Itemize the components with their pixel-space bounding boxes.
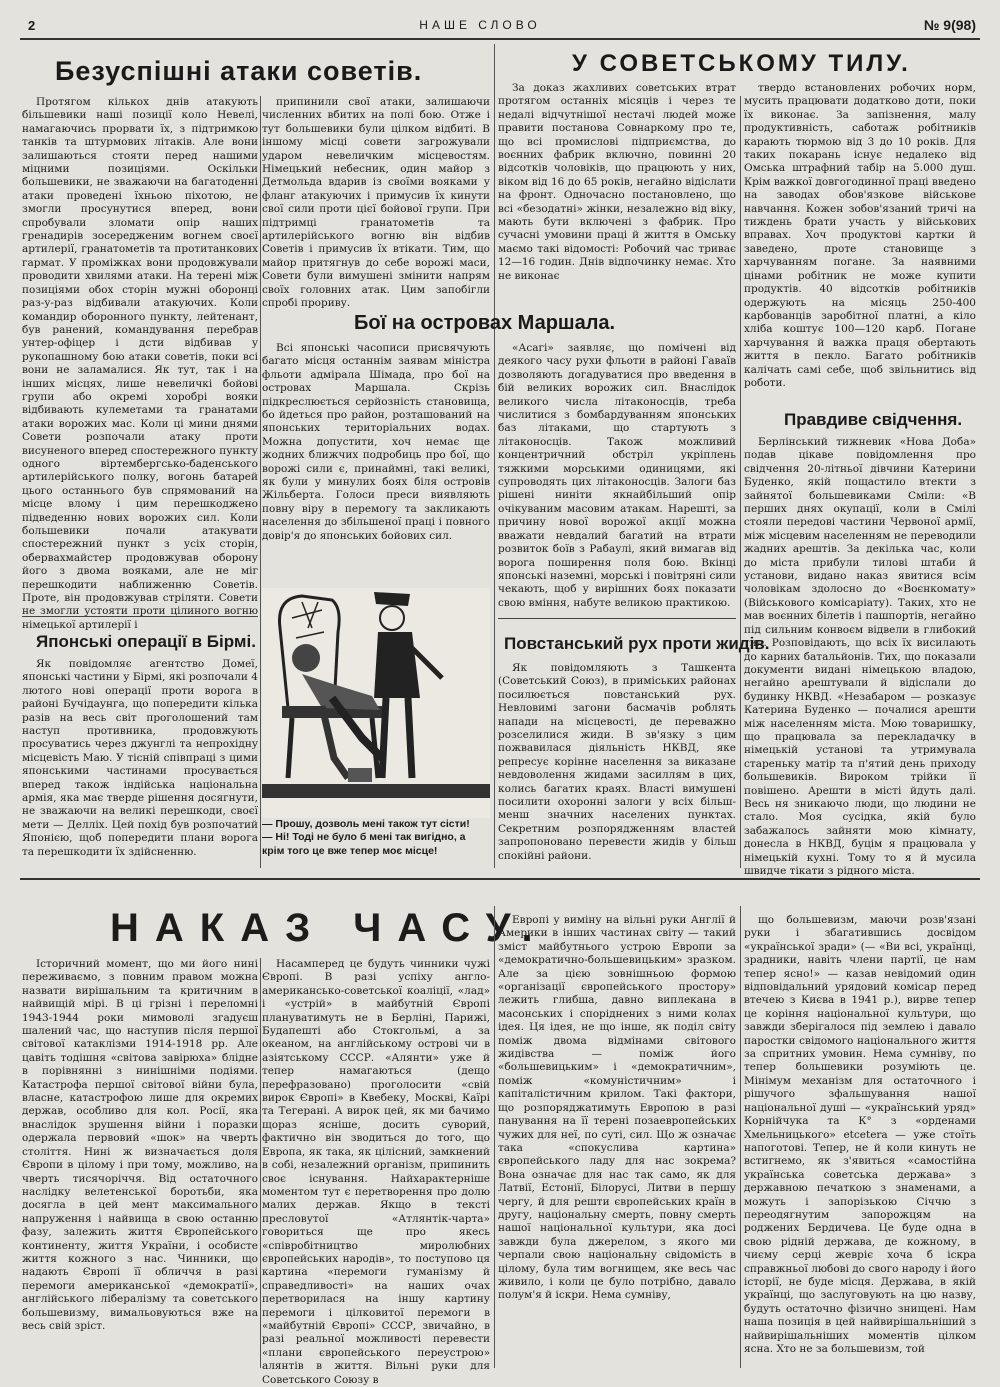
article-4-text: Як повідомляє агентство Домеї, японські частини у Бірмі, які розпочали 4 лютого нові операції проти ворога в районі Бучідаунга, що попередити кілька разів на весь світ проголошений там наступ противника, продовжують просуватись через джунглі та непрохідну місцевість Маю. У тісній співпраці з цими японськими частинами просувається вперед також індійська національна армія, яка має тверде рішення досягнути, не зважаючи на великі перешкоди, своєї мети — Делліх. Цей похід був розпочатий Японією, щоб попередити плани ворога та перешкодити їх здійсненню. bbox=[22, 658, 258, 858]
article-2-title: У СОВЕТСЬКОМУ ТИЛУ. bbox=[572, 50, 911, 77]
article-3-col2: «Асагі» заявляє, що помічені від деякого часу рухи фльоти в районі Гаваїв дозволяють догадуватися про введення в бій великих ворожих сил. Внаслідок великого числа літаконосців, треба числитися з бомбардуванням японських баз літаками, що стартують з літаконосців. Також можливий концентричний обстріл укріплень тяжкими морськими одиницями, які супроводять цих літаконосців. Залоги баз рішені ниніти якнайбільший опір очікуваним масовим атакам. Нарешті, за причину нової ворожої акції можна вважати невдалий багатий на втрати розвиток боїв з Рабаулі, який вимагав від ворога поширення поля бою. Вкінці японські наземні, морські і повітряні сили чекають, щоб у вирішних боях показати свою вміння, набуте великою практикою. bbox=[498, 342, 736, 609]
column-divider-3 bbox=[740, 96, 741, 868]
column-divider-5 bbox=[494, 906, 495, 1368]
section-rule bbox=[20, 878, 980, 880]
newspaper-title: НАШЕ СЛОВО bbox=[419, 18, 541, 32]
article-7-title: НАКАЗ ЧАСУ. bbox=[110, 906, 549, 950]
column-divider-1 bbox=[260, 96, 261, 868]
column-divider-4 bbox=[260, 958, 261, 1368]
article-5-text: Як повідомляють з Ташкента (Советський Союз), в приміських районах посилюється повстанський рух. Невловимі загони басмачів роблять напади на місцевості, де переважно розселилися жиди. В зв'язку з цим пожвавилася діяльність НКВД, яке репресує корінне населення за виказане невдоволення жидами засиллям в цих, колись багатих краях. Власті вимушені посилити охоронні залоги у всіх більш-менш значних населених пунктах. Секретним розпорядженням властей запропоновано перевести жидів у більш спокійні райони. bbox=[498, 662, 736, 862]
cartoon-floor bbox=[262, 784, 490, 798]
article-7-col4: що большевизм, маючи розв'язані руки і збагатившись досвідом «української зради» (— «Ви всі, українці, зрадники, навіть члени партії, це нам тепер ясно!» — казав невідомий один відповідальний урядовий комісар перед втечею з Києва в 1941 р.), вирве тепер це коріння національної культури, що завжди зберігалося під землею і давало паростки свідомого національного життя за спритних умовин. Нема сумніву, по тепер большевики розуміють це. Мінімум механізм для остаточного і рішучого зфальшування нашої національної душі — «український уряд» Корнійчука та К° з «орденами Хмельницького» etcetera — уже стоїть напоготові. Тепер, не й коли кинуть не встигнемо, як з'явиться «самостійна українська советська держава» з державною печаткою з знаменами, а можуть і запорізькою Січчю з переодягнутим запорожцям на роджених Бердичева. Це буде одна в свою рідній держава, де кожному, в чиєму серці жевріє хоча б іскра справжньої любові до свого народу і його історії, не буде місця. Держава, в якій українці, що заслуговують на цю назву, будуть остаточно фізично знищені. Нам наша позиція в цей найвирішальніший з найвирішальніших моментів цілком ясна. Хто не за большевизм, той bbox=[744, 914, 976, 1355]
article-6-text: Берлінський тижневик «Нова Доба» подав цікаве повідомлення про свідчення 20-літньої дівчини Катерини Буденко, якій пощастило втекти з зайнятої большевиками Сміли: «В перших днях окупації, коли в Смілі стояли передові частини Червоної армії, між місцевим населенням не переводили жадних арештів. За декілька час, коли до міста прибули тилові штаби й установи, видано наказ явитися всім чоловікам здолосно до «Воєнкомату» (Військового комісаріату). Таких, хто не мав воєнних білетів і пашпортів, негайно під сильним конвоєм відвели в глибокий тил. Розповідають, що всіх їх висилають до карних батальйонів. Тих, що показали документи видані німецькою владою, негайно арештували й відіслали до будинку НКВД. «Незабаром — розказує Катерина Буденко — почалися арешти між населенням міста. Мою товаришку, що працювала за перекладачку в німецькій установі та утримувала стареньку матір та п'ятий день приходу большевиків. Вироком трійки її повішено. Арешти в місті йдуть далі. Весь ня зникаючо люди, що людини не стало. Моя сусідка, якій було забажалось зайняти мою кімнату, донесла в НКВД, буцім я працювала у німецькій кухні. Тому то я й мусила швидче тікати з рідного міста. bbox=[744, 436, 976, 877]
article-7-col2: Насамперед це будуть чинники чужі Європі. В разі успіху англо-американсько-советської коаліції, «лад» і «устрій» в майбутній Європі плануватимуть не в Берліні, Парижі, Будапешті або Стокгольмі, а за океаном, на англійському острові чи в азіятському СССР. «Алянти» уже й тепер намагаються (дещо перефразовано) проголосити «свій вирок Європі» в Квебеку, Москві, Каїрі та Тегерані. А вирок цей, як ми бачимо щораз ясніше, досить суворий, фактично він зводиться до того, що Европа, як така, як цілісний, замкнений в собі, незалежний організм, припинить своє існування. Найхарактерніше моментом тут є перетворення про долю малих держав. Якщо в тексті пресловутої «Атлянтік-чарта» говориться ще про якесь «співробітництво миролюбних європейських народів», то поступово ця картина «перемоги гуманізму й справедливості» на наших очах перетворилася на іншу картину перемоги і цілковитої перемоги в «майбутній Європі» СССР, звичайно, в разі реальної можливості перевести «плани європейського переустрою» алянтів в життя. Вільні руки для Советського Союзу в bbox=[262, 958, 490, 1386]
article-5-title: Повстанський рух проти жидів. bbox=[504, 634, 770, 653]
cartoon-stool bbox=[348, 768, 372, 782]
header-rule bbox=[20, 38, 980, 40]
column-divider-2 bbox=[494, 44, 495, 868]
article-3-col1: Всі японські часописи присвячують багато місця останнім заявам міністра фльоти адмірала Шімада, про бої на островах Маршала. Скрізь підкреслюється серйозність становища, бо йдеться про район, розташований на японських територіальних водах. Можна допустити, хоч немає ще жодних ближчих подробиць про бої, що ворожі сили є, принаймні, такі великі, як були у минулих боях біля островів Жільберта. Голоси преси виявляють повну віру в перемогу та закликають населення до збільшеної праці і повного довір'я до японських бойових сил. bbox=[262, 342, 490, 542]
article-3-title: Бої на островах Маршала. bbox=[354, 312, 616, 334]
cartoon-caption-2: — Ні! Тоді не було б мені так вигідно, а крім того це вже тепер моє місце! bbox=[262, 831, 466, 857]
article-5-rule bbox=[498, 618, 736, 619]
article-1-col2: припинили свої атаки, залишаючи численних вбитих на полі бою. Отже і тут большевики були цілком відбиті. В іншому місці совети загрожували ударом невеличким місцевостям. Німецький небесник, один майор з Детмольда вдарив із своїми вояками у фланг атакуючих і примусив їх кинути свої сили проти цієї бойової групи. При підтримці гранатометів та артилерійського вогню він відбив Советів і примусив їх втікати. Тим, що майор притягнув до себе ворожі маси, Совети були вимушені змінити напрям своїх головних атак. Цим запобігли спробі прориву. bbox=[262, 96, 490, 310]
cartoon-caption bbox=[262, 818, 490, 858]
article-7-col1: Історичний момент, що ми його нині переживаємо, з повним правом можна назвати вирішальним та критичним в найвищій мірі. В ці грізні і переломні 1943-1944 роки мимоволі згадуєш шалений час, що наступив після першої світової катаклізми 1914-1918 рр. Але цавіть тодішня «світова завірюха» блідне в порівнянні з нинішніми подіями. Катастрофа першої світової війни була, власне, катастрофою лише для окремих держав, особливо для кол. Росії, яка внаслідок зрушення війни і поразки одержала первовий «шок» на чверть століття. Нині ж визначається доля Європи в цілому і при тому, можливо, на чверть тисячоріччя. Від остаточного наслідку велетенської боротьби, яка досягла в цей мент максимального напруження і найвища в свою останню фазу, залежить життя Європейського континенту, життя України, і особисте життя кожного з нас. Чинники, що надають Європі її обличчя в разі перемоги американської «демократії», англійського лібералізму та советського большевизму, вимальовуються вже на весь свій зріст. bbox=[22, 958, 258, 1332]
issue-number: № 9(98) bbox=[923, 17, 976, 33]
article-7-col3: Европі у виміну на вільні руки Англії й Америки в інших частинах світу — такий зміст майбутнього устрою Европи за «демократично-большевицьким» зразком. Але за цією зовнішньою формою «організації європейського простору» лежить глибша, давно виплекана в масонських і споріднених з ними колах ідея. Ця ідея, не що інше, як поділ світу поміж двома відмінами світового жидівства — поміж його «большевицьким» і «демократичним», поміж «комуністичним» і капіталістичним крилом. Такі фактори, що розпоряджатимуть Европою в разі панування на її терені позаевропейських чужих для неї, по суті, сил. Що ж означає така «спокуслива картина» європейського ладу для нас зокрема? Вона означає для нас так само, як для Латвії, Естонії, Білорусі, Литви в першу чергу, й для решти європейських країн в другу, національну смерть, повну смерть нашої національної культури, яка досі завжди була джерелом, з якого ми черпали свою національну свідомість в цілому, була тим вогнищем, яке весь час живило, і коли це було потрібно, давало полум'я й іскри. Нема сумніву, bbox=[498, 914, 736, 1302]
cartoon-illustration bbox=[262, 588, 490, 818]
article-2-col3: твердо встановлених робочих норм, мусить працювати додатково доти, поки їх виконає. За запізнення, малу продуктивність, саботаж робітників карають тюрмою від 3 до 10 років. Для таких покарань існує недалеко від Омська штрафний табір на 5.000 душ. Крім важкої довгогодинної праці введено на заводах обов'язкове військове навчання. Кожен зобов'язаний тричі на тиждень брати участь у військових вправах. Хоч продуктові картки й заведено, проте становище з харчуванням погане. За наявними цінами робітник не може купити продуктів. 40 відсотків робітників одержують на місяць 250-400 карбованців заробітної платні, а кіло хліба коштує 100—120 карб. Погане харчування й важка праця обертають життя в пекло. Багато робітників калічать самі себе, щоб звільнитись від роботи. bbox=[744, 82, 976, 389]
article-4-rule bbox=[22, 616, 258, 617]
column-divider-6 bbox=[740, 906, 741, 1368]
article-2-col1: За доказ жахливих советських втрат протягом останніх місяців і через те недалі відчутнішої нестачі людей може правити постанова Совнаркому про те, що всі промислові підприємства, до воєнних фабрик включно, повинні 20 відсотків чоловіків, що працюють у них, віком від 16 до 65 років, негайно відіслати на фронт. Одночасно постановлено, що всі «безодатні» жінки, незалежно від віку, мають бути включені з фабрик. Про сучасні умовини праці й життя в Омську маємо такі відомості: Робочий час триває 12—16 годин. Днів відпочинку немає. Хто не виконає bbox=[498, 82, 736, 282]
article-4-title: Японські операції в Бірмі. bbox=[36, 632, 256, 651]
cartoon-caption-1: — Прошу, дозволь мені також тут сісти! bbox=[262, 818, 470, 830]
article-1-col1: Протягом кількох днів атакують більшевики наші позиції коло Невелі, намагаючись прорвати їх, з підтримкою танків та штурмових літаків. Але вони залишаються стояти перед нашими міцними позиціями. Оскільки большевики, не зважаючи на багатоденні атаки проведені їхньою піхотою, не змогли просунутися вперед, вони спробували зломати опір наших гренадирів зосередженим вогнем своєї артилерії, гранатометів та протитанкових гармат. У проміжках вони продовжували проводити хвилями атаки. На терені між позиціями обох сторін мужні оборонці раз-у-раз відбивали атакуючих. Коли командир оборонного пункту, лейтенант, був ранений, командування перебрав унтер-офіцер і дсти відбивав у рукопашному бою атаки советів, поки всі вони не заламалися. Як тут, так і на інших місцях, лише невеличкі бойові групи або окремі хоробрі вояки відбивають кулеметами та гранатами атаки ворожих мас. Коли ці мини днями Совети розпочали атаку проти висуненого вперед спостережного пункту одного віртембергсько-баденського артилерійського полку, вогонь батарей цього останнього був спрямований на місце вломy і цим перешкоджено підведенню нових ворожих сил. Коли большевики почали атакувати спостережний пункт з усіх сторін, обервахмайстер продовжував оборону його з двома вояками, але не міг перешкодити наближенню Советів. Проте, він продовжував стріляти. Совети не змогли устояти проти цілиного вогню німецької артилерії і bbox=[22, 96, 258, 631]
page-header bbox=[20, 14, 980, 34]
page-number: 2 bbox=[28, 18, 36, 33]
article-6-title: Правдиве свідчення. bbox=[784, 410, 963, 429]
article-1-title: Безуспішні атаки советів. bbox=[55, 56, 423, 86]
